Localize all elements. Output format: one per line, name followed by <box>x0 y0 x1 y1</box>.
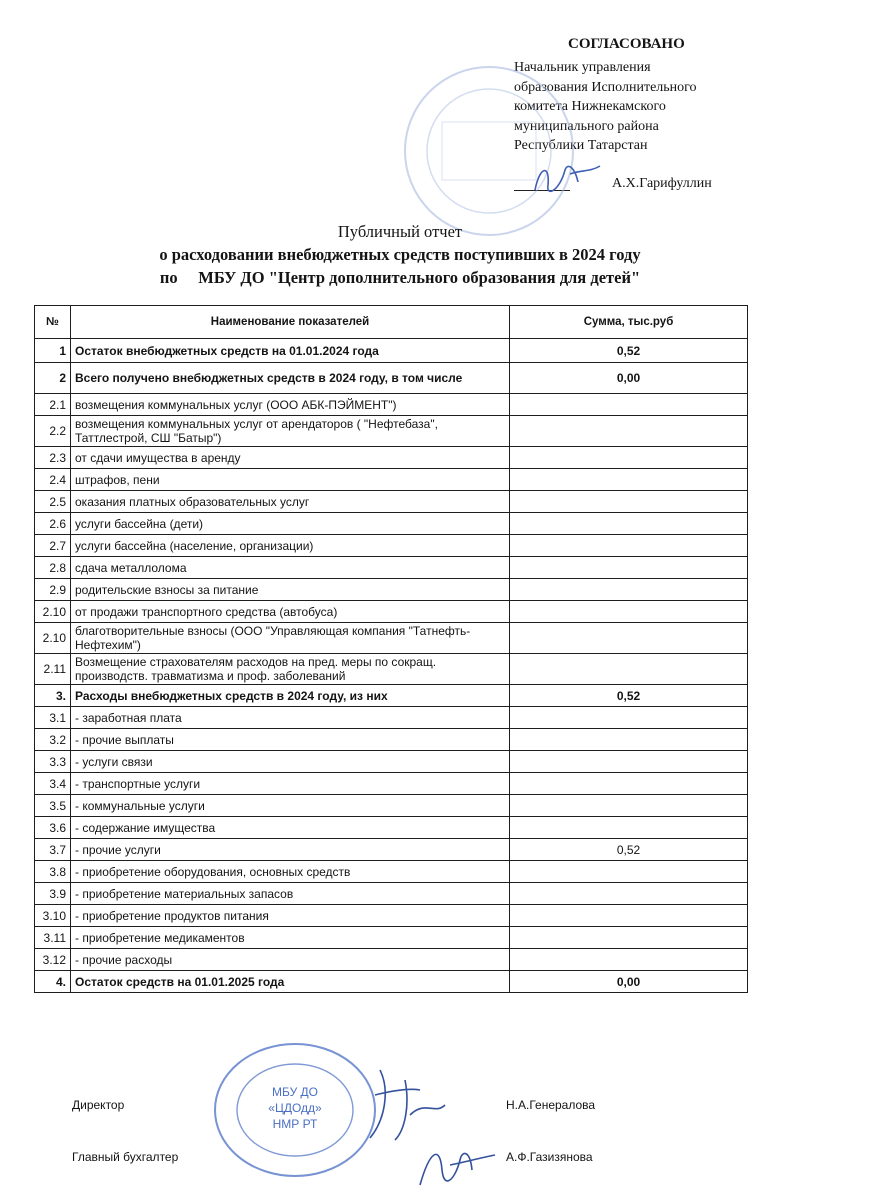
director-title: Директор <box>72 1098 125 1112</box>
table-row <box>35 557 748 579</box>
row-num: 3.12 <box>35 949 71 971</box>
row-sum <box>510 491 748 513</box>
row-sum <box>510 751 748 773</box>
row-num: 2.4 <box>35 469 71 491</box>
table-row <box>35 883 748 905</box>
row-sum <box>510 579 748 601</box>
row-sum <box>510 623 748 654</box>
row-num: 2.3 <box>35 447 71 469</box>
report-title-org: МБУ ДО "Центр дополнительного образования для детей" <box>198 268 641 287</box>
row-name: возмещения коммунальных услуг (ООО АБК-ПЭЙМЕНТ") <box>71 394 510 416</box>
table-row <box>35 905 748 927</box>
row-name: сдача металлолома <box>71 557 510 579</box>
row-num: 3.5 <box>35 795 71 817</box>
accountant-title: Главный бухгалтер <box>72 1150 179 1164</box>
table-row <box>35 949 748 971</box>
row-name: - заработная плата <box>71 707 510 729</box>
row-name: родительские взносы за питание <box>71 579 510 601</box>
row-num: 3.4 <box>35 773 71 795</box>
row-sum: 0,52 <box>510 339 748 363</box>
table-row <box>35 751 748 773</box>
row-sum <box>510 557 748 579</box>
table-row <box>35 707 748 729</box>
row-name: - прочие расходы <box>71 949 510 971</box>
row-num: 3. <box>35 685 71 707</box>
report-table <box>34 305 748 993</box>
row-num: 2.2 <box>35 416 71 447</box>
table-header-row <box>35 306 748 339</box>
row-sum <box>510 447 748 469</box>
table-row <box>35 623 748 654</box>
row-num: 2.10 <box>35 601 71 623</box>
table-row <box>35 773 748 795</box>
approval-heading: СОГЛАСОВАНО <box>568 36 685 52</box>
table-row <box>35 469 748 491</box>
row-num: 3.7 <box>35 839 71 861</box>
row-name: от продажи транспортного средства (автобуса) <box>71 601 510 623</box>
row-name: возмещения коммунальных услуг от арендаторов ( "Нефтебаза", Таттлестрой, СШ "Батыр") <box>71 416 510 447</box>
table-row <box>35 339 748 363</box>
table-row <box>35 839 748 861</box>
row-sum <box>510 707 748 729</box>
row-name: - содержание имущества <box>71 817 510 839</box>
row-name: - услуги связи <box>71 751 510 773</box>
director-handwritten-signature-icon <box>350 1060 460 1145</box>
table-row <box>35 685 748 707</box>
row-sum <box>510 729 748 751</box>
row-num: 3.1 <box>35 707 71 729</box>
stamp-line1: МБУ ДО <box>271 1085 319 1099</box>
row-num: 3.3 <box>35 751 71 773</box>
table-row <box>35 601 748 623</box>
row-num: 2 <box>35 363 71 394</box>
row-sum <box>510 817 748 839</box>
row-sum <box>510 601 748 623</box>
table-row <box>35 416 748 447</box>
table-row <box>35 394 748 416</box>
row-sum <box>510 795 748 817</box>
approval-line: муниципального района <box>514 118 659 134</box>
row-num: 3.10 <box>35 905 71 927</box>
report-title-line2: о расходовании внебюджетных средств поступивших в 2024 году <box>159 245 641 264</box>
row-sum <box>510 513 748 535</box>
row-name: от сдачи имущества в аренду <box>71 447 510 469</box>
row-name: Расходы внебюджетных средств в 2024 году, из них <box>71 685 510 707</box>
table-row <box>35 795 748 817</box>
row-name: - транспортные услуги <box>71 773 510 795</box>
row-name: Всего получено внебюджетных средств в 2024 году, в том числе <box>71 363 510 394</box>
report-title-line3 <box>60 268 740 288</box>
report-title-prefix: по <box>159 268 178 287</box>
row-name: - приобретение продуктов питания <box>71 905 510 927</box>
row-num: 2.7 <box>35 535 71 557</box>
row-num: 2.1 <box>35 394 71 416</box>
row-name: - приобретение оборудования, основных средств <box>71 861 510 883</box>
approval-line: образования Исполнительного <box>514 79 697 95</box>
row-name: - прочие выплаты <box>71 729 510 751</box>
row-sum: 0,52 <box>510 685 748 707</box>
row-name: - прочие услуги <box>71 839 510 861</box>
row-sum: 0,52 <box>510 839 748 861</box>
approval-handwritten-signature-icon <box>520 160 610 200</box>
row-name: - приобретение материальных запасов <box>71 883 510 905</box>
row-name: - приобретение медикаментов <box>71 927 510 949</box>
row-sum <box>510 773 748 795</box>
row-name: - коммунальные услуги <box>71 795 510 817</box>
row-name: оказания платных образовательных услуг <box>71 491 510 513</box>
row-name: услуги бассейна (население, организации) <box>71 535 510 557</box>
table-row <box>35 363 748 394</box>
row-num: 2.9 <box>35 579 71 601</box>
row-num: 2.6 <box>35 513 71 535</box>
row-sum <box>510 416 748 447</box>
row-num: 3.2 <box>35 729 71 751</box>
approval-line: комитета Нижнекамского <box>514 99 666 114</box>
row-sum <box>510 654 748 685</box>
row-num: 3.11 <box>35 927 71 949</box>
row-sum: 0,00 <box>510 971 748 993</box>
row-num: 3.8 <box>35 861 71 883</box>
row-sum <box>510 469 748 491</box>
row-num: 1 <box>35 339 71 363</box>
row-num: 2.10 <box>35 623 71 654</box>
row-num: 3.9 <box>35 883 71 905</box>
table-row <box>35 927 748 949</box>
table-row <box>35 513 748 535</box>
table-row <box>35 579 748 601</box>
row-sum <box>510 394 748 416</box>
table-row <box>35 971 748 993</box>
approval-line: Начальник управления <box>514 60 651 75</box>
row-sum <box>510 949 748 971</box>
row-sum <box>510 883 748 905</box>
table-row <box>35 447 748 469</box>
table-row <box>35 729 748 751</box>
stamp-line2: «ЦДОдд» <box>268 1101 322 1115</box>
table-row <box>35 535 748 557</box>
approval-line: Республики Татарстан <box>514 138 648 153</box>
table-row <box>35 654 748 685</box>
director-name: Н.А.Генералова <box>506 1098 596 1112</box>
row-num: 2.5 <box>35 491 71 513</box>
row-name: благотворительные взносы (ООО "Управляющая компания "Татнефть-Нефтехим") <box>71 623 510 654</box>
row-sum <box>510 927 748 949</box>
row-num: 2.8 <box>35 557 71 579</box>
accountant-name: А.Ф.Газизянова <box>506 1150 593 1164</box>
table-row <box>35 817 748 839</box>
table-row <box>35 491 748 513</box>
header-name: Наименование показателей <box>71 306 510 339</box>
row-num: 3.6 <box>35 817 71 839</box>
approval-signatory: А.Х.Гарифуллин <box>612 175 712 191</box>
row-name: штрафов, пени <box>71 469 510 491</box>
accountant-handwritten-signature-icon <box>410 1140 500 1195</box>
row-sum <box>510 861 748 883</box>
row-sum <box>510 905 748 927</box>
row-sum <box>510 535 748 557</box>
approval-stamp-icon <box>400 62 578 240</box>
report-title-line1 <box>60 222 740 242</box>
header-num: № <box>35 306 71 339</box>
row-num: 2.11 <box>35 654 71 685</box>
report-title: Публичный отчет <box>337 222 463 241</box>
row-name: услуги бассейна (дети) <box>71 513 510 535</box>
row-num: 4. <box>35 971 71 993</box>
stamp-line3: НМР РТ <box>272 1117 318 1131</box>
table-row <box>35 861 748 883</box>
row-name: Остаток средств на 01.01.2025 года <box>71 971 510 993</box>
row-sum: 0,00 <box>510 363 748 394</box>
row-name: Остаток внебюджетных средств на 01.01.2024 года <box>71 339 510 363</box>
header-sum: Сумма, тыс.руб <box>510 306 748 339</box>
row-name: Возмещение страхователям расходов на пред. меры по сокращ. производств. травматизма и проф. заболеваний <box>71 654 510 685</box>
